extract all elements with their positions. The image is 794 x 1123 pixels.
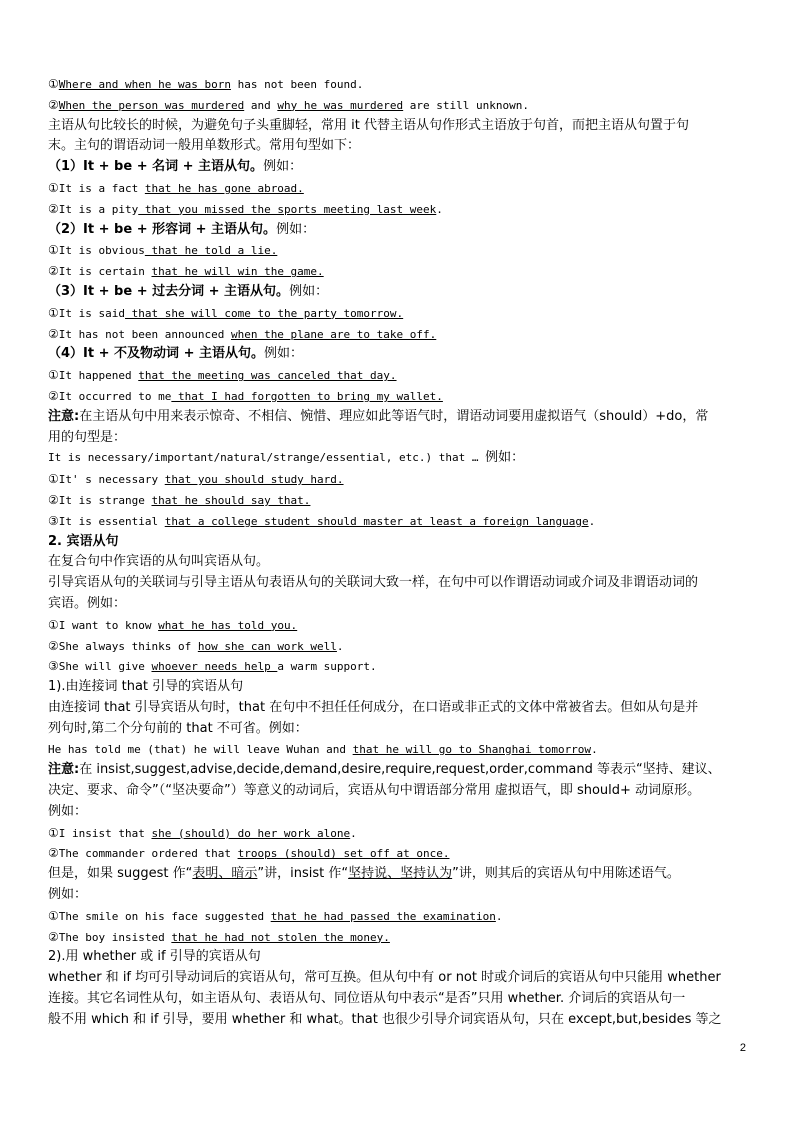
text-line <box>48 615 754 636</box>
text-line <box>48 157 754 178</box>
text-line <box>48 698 754 719</box>
text-line <box>48 552 754 573</box>
underlined-example-clause: that he had passed the examination <box>270 909 496 923</box>
underlined-example-clause: that he has gone abroad. <box>144 181 304 195</box>
text-segment: She will give <box>58 660 152 674</box>
text-segment: （2）It + be + 形容词 + 主语从句。 <box>48 221 277 237</box>
underlined-example-clause: when the plane are to take off. <box>230 327 437 341</box>
text-segment: 主语从句比较长的时候，为避免句子头重脚轻，常用 it 代替主语从句作形式主语放于句首，而把主语从句置于句 <box>48 117 689 133</box>
text-line <box>48 636 754 657</box>
underlined-example-clause: Where and when he was born <box>58 78 231 91</box>
text-segment: 2).用 whether 或 if 引导的宾语从句 <box>48 949 261 965</box>
text-segment: The boy insisted <box>58 930 172 944</box>
text-segment: . <box>588 514 596 528</box>
underlined-example-clause: what he has told you. <box>158 618 298 632</box>
list-marker: ① <box>48 305 59 320</box>
underlined-example-clause: why he was murdered <box>277 98 404 112</box>
text-line <box>48 240 754 261</box>
list-marker: ② <box>48 264 59 279</box>
text-segment: （3）It + be + 过去分词 + 主语从句。 <box>48 283 290 299</box>
text-line <box>48 261 754 282</box>
text-line <box>48 303 754 324</box>
page-number: 2 <box>739 1042 746 1054</box>
text-segment: 例如： <box>48 803 88 819</box>
list-marker: ② <box>48 326 59 341</box>
text-segment: . <box>591 742 598 756</box>
list-marker: ② <box>48 492 59 507</box>
underlined-example-clause: that he had not stolen the money. <box>171 930 390 944</box>
underlined-example-clause: When the person was murdered <box>58 98 245 112</box>
list-marker: ① <box>48 368 59 383</box>
underlined-example-clause: that you should study hard. <box>164 473 344 487</box>
text-line <box>48 823 754 844</box>
text-line <box>48 511 754 532</box>
text-line <box>48 74 754 95</box>
list-marker: ① <box>48 617 59 632</box>
underlined-example-clause: 表明、暗示 <box>192 866 258 882</box>
text-segment: are still unknown. <box>403 98 530 112</box>
underlined-example-clause: that a college student should master at least a foreign language <box>164 514 589 528</box>
text-line <box>48 594 754 615</box>
underlined-example-clause: she (should) do her work alone <box>151 826 351 840</box>
text-line <box>48 760 754 781</box>
text-line <box>48 448 754 469</box>
text-segment: 例如： <box>276 221 316 237</box>
text-segment: The commander ordered that <box>58 847 238 861</box>
text-line <box>48 906 754 927</box>
underlined-example-clause: that she will come to the party tomorrow. <box>125 306 404 320</box>
underlined-example-clause: that he will win the game. <box>151 265 324 279</box>
list-marker: ① <box>48 180 59 195</box>
text-segment: . <box>436 202 443 216</box>
text-segment: . <box>495 909 503 923</box>
underlined-example-clause: how she can work well <box>197 639 337 653</box>
text-segment: 连接。其它名词性从句，如主语从句、表语从句、同位语从句中表示“是否”只用 whether. 介词后的宾语从句一 <box>48 991 686 1007</box>
text-segment: （1）It + be + 名词 + 主语从句。 <box>48 159 264 175</box>
text-line <box>48 740 754 761</box>
list-marker: ① <box>48 908 59 923</box>
text-segment: She always thinks of <box>58 639 198 653</box>
text-line <box>48 324 754 345</box>
text-line <box>48 677 754 698</box>
list-marker: ① <box>48 77 59 91</box>
text-segment: 注意: <box>48 762 80 778</box>
text-segment: 例如： <box>289 283 329 299</box>
text-line <box>48 469 754 490</box>
document-body <box>48 74 754 1031</box>
text-line <box>48 719 754 740</box>
text-segment: 例如： <box>48 887 88 903</box>
text-segment: He has told me (that) he will leave Wuhan and <box>48 742 353 756</box>
text-segment: whether 和 if 均可引导动词后的宾语从句，常可互换。但从句中有 or not 时或介词后的宾语从句中只能用 whether <box>48 970 721 986</box>
text-segment: 例如： <box>264 346 304 362</box>
text-segment: （4）It + 不及物动词 + 主语从句。 <box>48 346 264 362</box>
text-segment: 列句时,第二个分句前的 that 不可省。例如： <box>48 720 308 736</box>
text-segment: It happened <box>58 369 139 383</box>
underlined-example-clause: that the meeting was canceled that day. <box>138 369 397 383</box>
text-line <box>48 386 754 407</box>
text-segment: It is necessary/important/natural/strange/essential, etc.) that … <box>48 451 486 465</box>
text-segment: 宾语。例如： <box>48 595 127 611</box>
text-segment: 般不用 which 和 if 引导，要用 whether 和 what。that 也很少引导介词宾语从句，只在 except,but,besides 等之 <box>48 1011 722 1027</box>
list-marker: ① <box>48 243 59 258</box>
text-line <box>48 843 754 864</box>
list-marker: ② <box>48 638 59 653</box>
underlined-example-clause: that you missed the sports meeting last week <box>138 202 437 216</box>
text-segment: It is certain <box>58 265 152 279</box>
text-segment: It is strange <box>58 493 152 507</box>
text-line <box>48 365 754 386</box>
text-line <box>48 1010 754 1031</box>
underlined-example-clause: 坚持说、坚持认为 <box>348 866 453 882</box>
text-line <box>48 490 754 511</box>
text-segment: It has not been announced <box>58 327 231 341</box>
text-segment: 例如： <box>263 159 303 175</box>
text-line <box>48 428 754 449</box>
list-marker: ② <box>48 929 59 944</box>
list-marker: ② <box>48 388 59 403</box>
text-segment: 末。主句的谓语动词一般用单数形式。常用句型如下： <box>48 138 361 154</box>
text-line <box>48 116 754 137</box>
text-segment: It is a pity <box>58 202 139 216</box>
text-line <box>48 781 754 802</box>
text-segment: The smile on his face suggested <box>58 909 271 923</box>
text-segment: 在主语从句中用来表示惊奇、不相信、惋惜、理应如此等语气时，谓语动词要用虚拟语气（should）+do，常 <box>79 408 709 424</box>
text-line <box>48 344 754 365</box>
text-line <box>48 282 754 303</box>
text-segment: It occurred to me <box>58 389 172 403</box>
text-segment: and <box>244 98 278 112</box>
text-segment: 决定、要求、命令”（“坚决要命”）等意义的动词后，宾语从句中谓语部分常用 虚拟语气，即 should+ 动词原形。 <box>48 783 701 799</box>
text-segment: 注意: <box>48 408 80 424</box>
list-marker: ① <box>48 472 59 487</box>
list-marker: ② <box>48 846 59 861</box>
text-segment: has not been found. <box>230 78 364 91</box>
text-segment: 1).由连接词 that 引导的宾语从句 <box>48 679 244 695</box>
text-segment: It is a fact <box>58 181 145 195</box>
text-line <box>48 532 754 553</box>
text-segment: 用的句型是： <box>48 429 127 445</box>
text-segment: I insist that <box>58 826 152 840</box>
text-segment: . <box>336 639 344 653</box>
text-segment: It is obvious <box>58 244 145 258</box>
text-line <box>48 95 754 116</box>
text-segment: a warm support. <box>277 660 377 674</box>
text-line <box>48 220 754 241</box>
text-segment: I want to know <box>58 618 159 632</box>
text-line <box>48 573 754 594</box>
list-marker: ③ <box>48 659 59 674</box>
text-line <box>48 136 754 157</box>
text-segment: 在 insist,suggest,advise,decide,demand,desire,require,request,order,command 等表示“坚持、建议、 <box>79 762 721 778</box>
list-marker: ③ <box>48 513 59 528</box>
text-segment: 2. 宾语从句 <box>48 533 119 549</box>
text-segment: 引导宾语从句的关联词与引导主语从句表语从句的关联词大致一样，在句中可以作谓语动词或介词及非谓语动词的 <box>48 575 699 591</box>
list-marker: ② <box>48 97 59 112</box>
underlined-example-clause: that he will go to Shanghai tomorrow <box>352 742 592 756</box>
text-segment: . <box>350 826 357 840</box>
text-line <box>48 178 754 199</box>
underlined-example-clause: that he should say that. <box>151 493 311 507</box>
underlined-example-clause: that I had forgotten to bring my wallet. <box>171 389 443 403</box>
text-segment: 在复合句中作宾语的从句叫宾语从句。 <box>48 554 270 570</box>
text-segment: 由连接词 that 引导宾语从句时，that 在句中不担任任何成分，在口语或非正式的文体中常被省去。但如从句是并 <box>48 699 699 715</box>
text-line <box>48 947 754 968</box>
underlined-example-clause: whoever needs help <box>151 660 278 674</box>
underlined-example-clause: troops (should) set off at once. <box>237 847 450 861</box>
text-segment: It' s necessary <box>58 473 165 487</box>
text-line <box>48 927 754 948</box>
text-segment: ”讲，则其后的宾语从句中用陈述语气。 <box>452 866 680 882</box>
text-segment: 但是，如果 suggest 作“ <box>48 866 193 882</box>
underlined-example-clause: that he told a lie. <box>144 244 278 258</box>
text-segment: It is essential <box>58 514 165 528</box>
text-segment: 例如： <box>485 450 525 466</box>
text-line <box>48 885 754 906</box>
text-line <box>48 656 754 677</box>
text-line <box>48 864 754 885</box>
text-line <box>48 989 754 1010</box>
text-line <box>48 968 754 989</box>
list-marker: ① <box>48 825 59 840</box>
text-segment: ”讲，insist 作“ <box>257 866 349 882</box>
text-line <box>48 802 754 823</box>
text-segment: It is said <box>58 306 125 320</box>
text-line <box>48 199 754 220</box>
list-marker: ② <box>48 201 59 216</box>
text-line <box>48 407 754 428</box>
